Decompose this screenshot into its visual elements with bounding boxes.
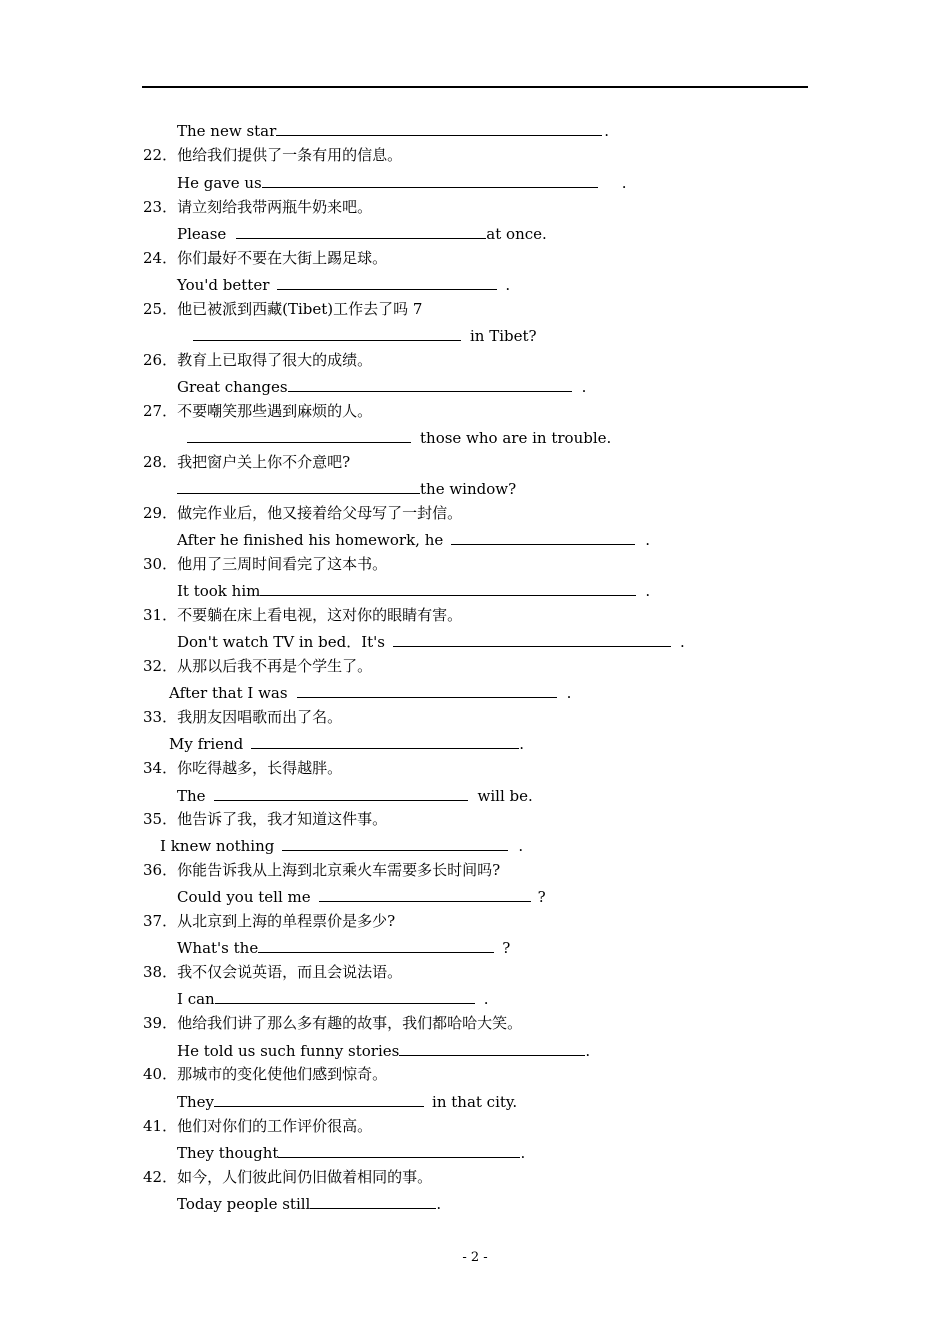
question-line: 32．从那以后我不再是个学生了。: [143, 657, 373, 675]
answer-line: You'd better .: [177, 276, 511, 294]
answer-line: Today people still .: [177, 1195, 442, 1213]
answer-blank[interactable]: [288, 376, 572, 392]
answer-line: It took him .: [177, 582, 651, 600]
answer-line: They in that city.: [177, 1093, 518, 1111]
answer-blank[interactable]: [251, 733, 519, 749]
question-line: 36．你能告诉我从上海到北京乘火车需要多长时间吗?: [143, 861, 501, 879]
question-line: 37．从北京到上海的单程票价是多少?: [143, 912, 396, 930]
answer-blank[interactable]: [399, 1040, 585, 1056]
question-line: 41．他们对你们的工作评价很高。: [143, 1117, 373, 1135]
answer-blank[interactable]: [258, 937, 494, 953]
question-line: 27．不要嘲笑那些遇到麻烦的人。: [143, 402, 373, 420]
answer-blank[interactable]: [187, 427, 411, 443]
answer-line: the window?: [177, 478, 516, 498]
question-line: 30．他用了三周时间看完了这本书。: [143, 555, 388, 573]
question-line: 23．请立刻给我带两瓶牛奶来吧。: [143, 198, 373, 216]
answer-blank[interactable]: [215, 988, 475, 1004]
question-line: 31．不要躺在床上看电视，这对你的眼睛有害。: [143, 606, 463, 624]
answer-line: The will be.: [177, 787, 533, 805]
answer-line: I knew nothing .: [160, 837, 524, 855]
answer-blank[interactable]: [319, 886, 531, 902]
answer-blank[interactable]: [214, 1091, 424, 1107]
answer-line: Great changes .: [177, 378, 587, 396]
answer-blank[interactable]: [282, 835, 508, 851]
question-line: 22．他给我们提供了一条有用的信息。: [143, 146, 403, 164]
answer-blank[interactable]: [451, 529, 635, 545]
answer-blank[interactable]: [297, 682, 557, 698]
answer-line: After that I was .: [169, 684, 572, 702]
question-line: 33．我朋友因唱歌而出了名。: [143, 708, 343, 726]
answer-line: The new star .: [177, 122, 610, 140]
answer-blank[interactable]: [276, 120, 602, 136]
question-line: 28．我把窗户关上你不介意吧?: [143, 453, 351, 471]
answer-line: What's the ?: [177, 939, 511, 957]
answer-line: Please at once.: [177, 225, 547, 243]
page-number: - 2 -: [462, 1250, 488, 1265]
answer-line: After he finished his homework, he .: [177, 531, 651, 549]
answer-line: in Tibet?: [193, 325, 537, 345]
question-line: 40．那城市的变化使他们感到惊奇。: [143, 1065, 388, 1083]
answer-blank[interactable]: [310, 1193, 436, 1209]
question-line: 26．教育上已取得了很大的成绩。: [143, 351, 373, 369]
answer-line: those who are in trouble.: [187, 427, 611, 447]
answer-line: He told us such funny stories .: [177, 1042, 591, 1060]
answer-blank[interactable]: [193, 325, 461, 341]
answer-line: He gave us .: [177, 174, 627, 192]
answer-blank[interactable]: [214, 785, 468, 801]
question-line: 42．如今，人们彼此间仍旧做着相同的事。: [143, 1168, 433, 1186]
answer-line: They thought .: [177, 1144, 526, 1162]
question-line: 29．做完作业后，他又接着给父母写了一封信。: [143, 504, 463, 522]
answer-blank[interactable]: [260, 580, 636, 596]
answer-blank[interactable]: [393, 631, 671, 647]
header-rule: [142, 86, 808, 88]
answer-line: My friend .: [169, 735, 525, 753]
question-line: 25．他已被派到西藏(Tibet)工作去了吗 7: [143, 300, 423, 318]
answer-line: I can .: [177, 990, 489, 1008]
answer-blank[interactable]: [262, 172, 598, 188]
question-line: 39．他给我们讲了那么多有趣的故事，我们都哈哈大笑。: [143, 1014, 523, 1032]
answer-blank[interactable]: [278, 1142, 520, 1158]
question-line: 35．他告诉了我，我才知道这件事。: [143, 810, 388, 828]
question-line: 24．你们最好不要在大街上踢足球。: [143, 249, 388, 267]
answer-line: Could you tell me ?: [177, 888, 546, 906]
answer-blank[interactable]: [277, 274, 497, 290]
answer-line: Don't watch TV in bed．It's .: [177, 633, 685, 651]
answer-blank[interactable]: [236, 223, 486, 239]
answer-blank[interactable]: [177, 478, 420, 494]
question-line: 34．你吃得越多，长得越胖。: [143, 759, 343, 777]
question-line: 38．我不仅会说英语，而且会说法语。: [143, 963, 403, 981]
